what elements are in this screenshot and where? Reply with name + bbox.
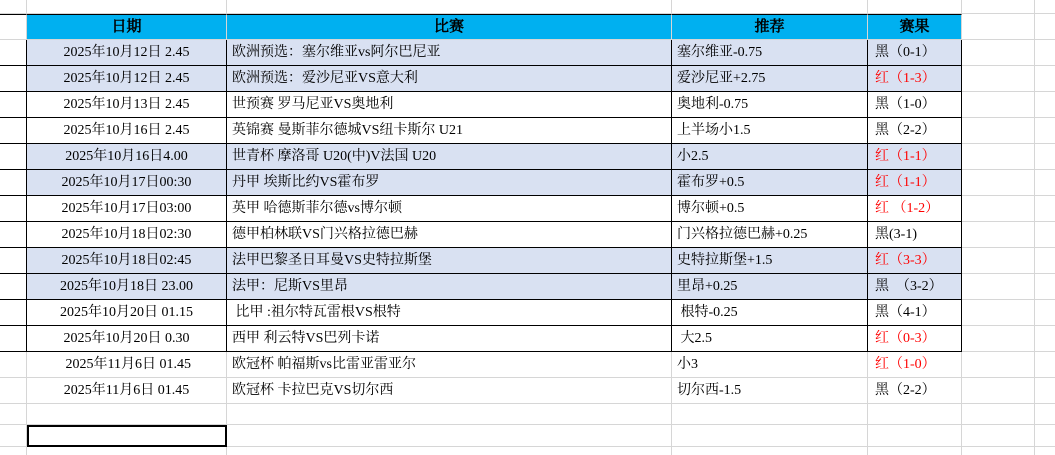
empty-cell xyxy=(962,274,1035,300)
table-row xyxy=(0,196,1055,222)
empty-cell xyxy=(1035,66,1055,92)
header-result[interactable]: 赛果 xyxy=(868,14,962,40)
empty-cell xyxy=(962,378,1035,404)
cell-match[interactable]: 德甲柏林联VS门兴格拉德巴赫 xyxy=(227,222,672,248)
table-row xyxy=(0,144,1055,170)
empty-cell xyxy=(0,274,27,300)
empty-cell xyxy=(0,170,27,196)
empty-cell xyxy=(0,352,27,378)
cell-date[interactable]: 2025年10月16日4.00 xyxy=(27,144,227,170)
cell-date[interactable]: 2025年10月17日03:00 xyxy=(27,196,227,222)
empty-cell xyxy=(0,404,27,425)
table-row xyxy=(0,222,1055,248)
grid-spacer-row xyxy=(0,447,1055,455)
empty-cell xyxy=(0,300,27,326)
cell-pick[interactable]: 小3 xyxy=(672,352,868,378)
empty-cell xyxy=(962,404,1035,425)
empty-cell xyxy=(962,196,1035,222)
cell-pick[interactable]: 大2.5 xyxy=(672,326,868,352)
empty-row xyxy=(0,404,1055,425)
empty-cell xyxy=(0,14,27,40)
cell-date[interactable]: 2025年10月17日00:30 xyxy=(27,170,227,196)
empty-cell xyxy=(27,447,227,455)
empty-cell xyxy=(1035,447,1055,455)
empty-cell xyxy=(1035,378,1055,404)
empty-cell xyxy=(962,248,1035,274)
empty-cell xyxy=(0,118,27,144)
empty-cell xyxy=(962,144,1035,170)
empty-cell xyxy=(0,0,27,14)
cell-date[interactable]: 2025年10月20日 0.30 xyxy=(27,326,227,352)
empty-cell xyxy=(1035,118,1055,144)
table-row xyxy=(0,352,1055,378)
empty-cell xyxy=(962,0,1035,14)
empty-cell xyxy=(0,222,27,248)
empty-cell xyxy=(962,92,1035,118)
cell-date[interactable]: 2025年10月20日 01.15 xyxy=(27,300,227,326)
cell-result[interactable]: 红（1-1） xyxy=(868,170,962,196)
grid-spacer-row xyxy=(0,0,1055,14)
cell-match[interactable]: 比甲 :祖尔特瓦雷根VS根特 xyxy=(227,300,672,326)
empty-cell xyxy=(962,425,1035,447)
table-row xyxy=(0,66,1055,92)
cell-match[interactable]: 世青杯 摩洛哥 U20(中)V法国 U20 xyxy=(227,144,672,170)
empty-cell xyxy=(227,425,672,447)
empty-cell xyxy=(962,118,1035,144)
cell-match[interactable]: 英锦赛 曼斯菲尔德城VS纽卡斯尔 U21 xyxy=(227,118,672,144)
empty-cell xyxy=(1035,352,1055,378)
cell-pick[interactable]: 根特-0.25 xyxy=(672,300,868,326)
cell-result[interactable]: 黑(3-1) xyxy=(868,222,962,248)
table-row xyxy=(0,118,1055,144)
empty-cell xyxy=(1035,14,1055,40)
empty-cell xyxy=(672,0,868,14)
empty-cell xyxy=(1035,404,1055,425)
table-row xyxy=(0,378,1055,404)
empty-cell xyxy=(1035,92,1055,118)
cell-result[interactable]: 红 （1-2） xyxy=(868,196,962,222)
empty-cell xyxy=(227,447,672,455)
cell-result[interactable]: 黑（2-2） xyxy=(868,378,962,404)
cell-match[interactable]: 世预赛 罗马尼亚VS奥地利 xyxy=(227,92,672,118)
selected-cell[interactable] xyxy=(27,425,227,447)
cell-result[interactable]: 黑（2-2） xyxy=(868,118,962,144)
table-row xyxy=(0,170,1055,196)
cell-date[interactable]: 2025年10月13日 2.45 xyxy=(27,92,227,118)
empty-cell xyxy=(1035,0,1055,14)
empty-cell xyxy=(0,378,27,404)
cell-pick[interactable]: 切尔西-1.5 xyxy=(672,378,868,404)
empty-cell xyxy=(962,326,1035,352)
empty-cell xyxy=(0,248,27,274)
cell-result[interactable]: 黑（0-1） xyxy=(868,40,962,66)
cell-match[interactable]: 欧冠杯 卡拉巴克VS切尔西 xyxy=(227,378,672,404)
empty-cell xyxy=(962,170,1035,196)
empty-cell xyxy=(962,40,1035,66)
cell-pick[interactable]: 奥地利-0.75 xyxy=(672,92,868,118)
empty-cell xyxy=(0,92,27,118)
empty-cell xyxy=(868,425,962,447)
table-row xyxy=(0,274,1055,300)
empty-cell xyxy=(0,326,27,352)
cell-pick[interactable]: 爱沙尼亚+2.75 xyxy=(672,66,868,92)
empty-cell xyxy=(1035,40,1055,66)
header-match[interactable]: 比赛 xyxy=(227,14,672,40)
cell-date[interactable]: 2025年10月12日 2.45 xyxy=(27,40,227,66)
empty-cell xyxy=(227,0,672,14)
empty-cell xyxy=(27,404,227,425)
empty-cell xyxy=(962,447,1035,455)
empty-cell xyxy=(868,447,962,455)
empty-cell xyxy=(962,66,1035,92)
cell-date[interactable]: 2025年10月18日02:45 xyxy=(27,248,227,274)
empty-cell xyxy=(962,300,1035,326)
cell-date[interactable]: 2025年10月18日 23.00 xyxy=(27,274,227,300)
cell-result[interactable]: 黑（1-0） xyxy=(868,92,962,118)
empty-cell xyxy=(227,404,672,425)
cell-match[interactable]: 法甲巴黎圣日耳曼VS史特拉斯堡 xyxy=(227,248,672,274)
empty-cell xyxy=(27,0,227,14)
empty-cell xyxy=(1035,144,1055,170)
table-row xyxy=(0,300,1055,326)
table-row xyxy=(0,92,1055,118)
cell-match[interactable]: 欧洲预选：塞尔维亚vs阿尔巴尼亚 xyxy=(227,40,672,66)
table-header-row xyxy=(0,14,1055,40)
empty-cell xyxy=(962,222,1035,248)
header-date[interactable]: 日期 xyxy=(27,14,227,40)
empty-cell xyxy=(1035,425,1055,447)
empty-cell xyxy=(962,352,1035,378)
empty-cell xyxy=(0,40,27,66)
cell-result[interactable]: 红（1-1） xyxy=(868,144,962,170)
empty-cell xyxy=(1035,300,1055,326)
cell-pick[interactable]: 博尔顿+0.5 xyxy=(672,196,868,222)
empty-cell xyxy=(1035,222,1055,248)
empty-cell xyxy=(1035,248,1055,274)
table-row xyxy=(0,40,1055,66)
empty-cell xyxy=(1035,274,1055,300)
header-pick[interactable]: 推荐 xyxy=(672,14,868,40)
empty-cell xyxy=(962,14,1035,40)
cell-result[interactable]: 红（1-3） xyxy=(868,66,962,92)
cell-pick[interactable]: 里昂+0.25 xyxy=(672,274,868,300)
cell-pick[interactable]: 门兴格拉德巴赫+0.25 xyxy=(672,222,868,248)
cell-date[interactable]: 2025年11月6日 01.45 xyxy=(27,378,227,404)
cell-match[interactable]: 欧冠杯 帕福斯vs比雷亚雷亚尔 xyxy=(227,352,672,378)
cell-result[interactable]: 黑 （3-2） xyxy=(868,274,962,300)
empty-cell xyxy=(868,404,962,425)
cell-match[interactable]: 欧洲预选：爱沙尼亚VS意大利 xyxy=(227,66,672,92)
empty-cell xyxy=(1035,326,1055,352)
empty-cell xyxy=(0,144,27,170)
empty-cell xyxy=(0,425,27,447)
selection-row xyxy=(0,425,1055,447)
empty-cell xyxy=(868,0,962,14)
empty-cell xyxy=(672,425,868,447)
cell-match[interactable]: 西甲 利云特VS巴列卡诺 xyxy=(227,326,672,352)
cell-result[interactable]: 黑（4-1） xyxy=(868,300,962,326)
cell-date[interactable]: 2025年10月18日02:30 xyxy=(27,222,227,248)
cell-date[interactable]: 2025年10月16日 2.45 xyxy=(27,118,227,144)
cell-result[interactable]: 红（3-3） xyxy=(868,248,962,274)
cell-pick[interactable]: 塞尔维亚-0.75 xyxy=(672,40,868,66)
cell-pick[interactable]: 史特拉斯堡+1.5 xyxy=(672,248,868,274)
cell-date[interactable]: 2025年11月6日 01.45 xyxy=(27,352,227,378)
table-row xyxy=(0,326,1055,352)
empty-cell xyxy=(1035,196,1055,222)
cell-date[interactable]: 2025年10月12日 2.45 xyxy=(27,66,227,92)
cell-match[interactable]: 丹甲 埃斯比约VS霍布罗 xyxy=(227,170,672,196)
empty-cell xyxy=(672,404,868,425)
cell-match[interactable]: 英甲 哈德斯菲尔德vs博尔顿 xyxy=(227,196,672,222)
empty-cell xyxy=(0,66,27,92)
empty-cell xyxy=(1035,170,1055,196)
cell-result[interactable]: 红（0-3） xyxy=(868,326,962,352)
empty-cell xyxy=(0,447,27,455)
empty-cell xyxy=(0,196,27,222)
cell-pick[interactable]: 霍布罗+0.5 xyxy=(672,170,868,196)
cell-pick[interactable]: 上半场小1.5 xyxy=(672,118,868,144)
table-row xyxy=(0,248,1055,274)
cell-pick[interactable]: 小2.5 xyxy=(672,144,868,170)
cell-match[interactable]: 法甲：尼斯VS里昂 xyxy=(227,274,672,300)
empty-cell xyxy=(672,447,868,455)
cell-result[interactable]: 红（1-0） xyxy=(868,352,962,378)
